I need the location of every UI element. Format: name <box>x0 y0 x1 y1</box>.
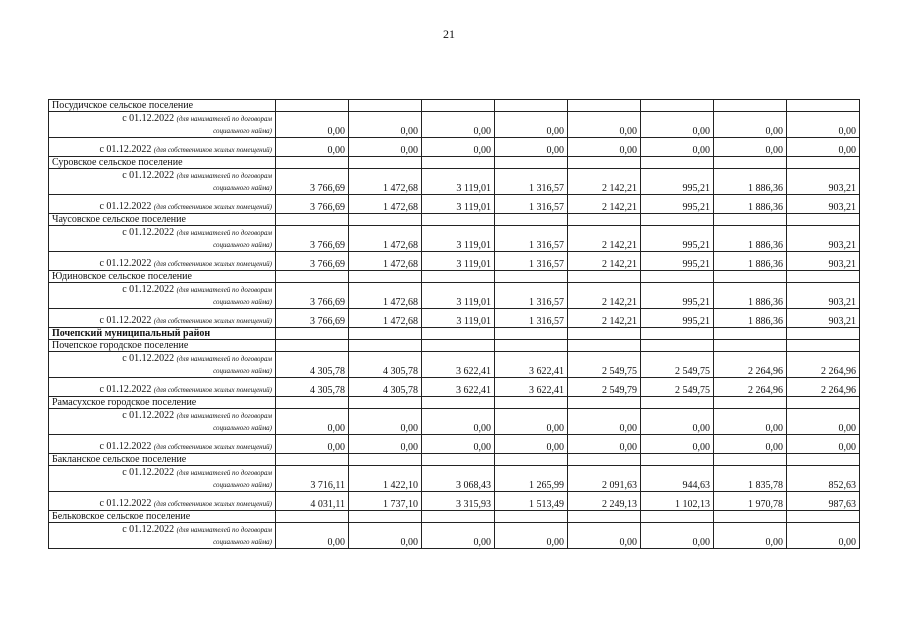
tariff-value: 2 142,21 <box>568 226 641 252</box>
settlement-name: Чаусовское сельское поселение <box>49 214 276 226</box>
empty-cell <box>276 454 349 466</box>
row-label <box>49 309 276 328</box>
tenants-note: (для нанимателей по договорам <box>176 115 272 123</box>
tariff-value: 1 472,68 <box>349 283 422 309</box>
tariff-table-body <box>49 100 860 549</box>
tariff-value: 995,21 <box>641 283 714 309</box>
tariff-value: 2 142,21 <box>568 283 641 309</box>
empty-cell <box>495 328 568 340</box>
date-label: с 01.12.2022 <box>122 113 175 124</box>
tenants-note-2: социального найма) <box>213 241 272 249</box>
tariff-value: 0,00 <box>641 138 714 157</box>
tariff-value: 3 766,69 <box>276 309 349 328</box>
tariff-value: 1 886,36 <box>714 195 787 214</box>
tenants-note-2: социального найма) <box>213 481 272 489</box>
tariff-value: 3 622,41 <box>495 378 568 397</box>
empty-cell <box>495 100 568 112</box>
settlement-row <box>49 100 860 112</box>
tariff-value: 0,00 <box>787 138 860 157</box>
tariff-value: 0,00 <box>714 138 787 157</box>
empty-cell <box>641 511 714 523</box>
settlement-row <box>49 397 860 409</box>
tariff-value: 3 766,69 <box>276 252 349 271</box>
tariff-row-owners <box>49 492 860 511</box>
empty-cell <box>641 454 714 466</box>
tariff-value: 0,00 <box>422 523 495 549</box>
row-label <box>49 195 276 214</box>
settlement-name: Бакланское сельское поселение <box>49 454 276 466</box>
tariff-value: 1 316,57 <box>495 283 568 309</box>
empty-cell <box>787 271 860 283</box>
tariff-value: 903,21 <box>787 252 860 271</box>
tariff-value: 1 886,36 <box>714 169 787 195</box>
tariff-value: 3 119,01 <box>422 195 495 214</box>
tariff-value: 3 119,01 <box>422 283 495 309</box>
empty-cell <box>714 100 787 112</box>
tariff-value: 0,00 <box>714 112 787 138</box>
date-label: с 01.12.2022 <box>122 227 175 238</box>
tariff-value: 0,00 <box>641 435 714 454</box>
tariff-value: 2 142,21 <box>568 169 641 195</box>
tariff-row-owners <box>49 309 860 328</box>
tariff-value: 0,00 <box>714 523 787 549</box>
empty-cell <box>422 157 495 169</box>
tariff-value: 3 766,69 <box>276 169 349 195</box>
tariff-value: 1 472,68 <box>349 169 422 195</box>
row-label <box>49 466 276 492</box>
tariff-value: 1 316,57 <box>495 309 568 328</box>
district-row <box>49 328 860 340</box>
tariff-value: 0,00 <box>495 409 568 435</box>
empty-cell <box>787 511 860 523</box>
tariff-value: 1 737,10 <box>349 492 422 511</box>
tariff-value: 1 422,10 <box>349 466 422 492</box>
tenants-note-2: социального найма) <box>213 538 272 546</box>
tariff-value: 0,00 <box>349 523 422 549</box>
settlement-name: Суровское сельское поселение <box>49 157 276 169</box>
tariff-value: 995,21 <box>641 226 714 252</box>
tariff-value: 4 031,11 <box>276 492 349 511</box>
empty-cell <box>276 214 349 226</box>
settlement-row <box>49 157 860 169</box>
tariff-value: 0,00 <box>787 112 860 138</box>
tenants-note: (для нанимателей по договорам <box>176 355 272 363</box>
empty-cell <box>495 157 568 169</box>
empty-cell <box>568 397 641 409</box>
empty-cell <box>422 511 495 523</box>
owners-note: (для собственников жилых помещений) <box>153 260 272 268</box>
empty-cell <box>787 157 860 169</box>
tariff-value: 995,21 <box>641 169 714 195</box>
tariff-table <box>48 99 860 549</box>
tenants-note: (для нанимателей по договорам <box>176 469 272 477</box>
tariff-value: 2 264,96 <box>787 378 860 397</box>
date-label: с 01.12.2022 <box>122 353 175 364</box>
tenants-note: (для нанимателей по договорам <box>176 229 272 237</box>
tariff-value: 0,00 <box>276 409 349 435</box>
owners-note: (для собственников жилых помещений) <box>153 443 272 451</box>
tariff-value: 0,00 <box>422 435 495 454</box>
tariff-value: 903,21 <box>787 195 860 214</box>
empty-cell <box>349 454 422 466</box>
tariff-value: 2 549,75 <box>568 352 641 378</box>
tariff-value: 3 119,01 <box>422 169 495 195</box>
tariff-value: 1 886,36 <box>714 226 787 252</box>
empty-cell <box>641 100 714 112</box>
tariff-value: 3 766,69 <box>276 283 349 309</box>
tariff-row-tenants <box>49 226 860 252</box>
tariff-row-owners <box>49 252 860 271</box>
tariff-value: 2 549,79 <box>568 378 641 397</box>
row-label <box>49 283 276 309</box>
row-label <box>49 169 276 195</box>
tariff-value: 2 549,75 <box>641 378 714 397</box>
owners-note: (для собственников жилых помещений) <box>153 317 272 325</box>
tenants-note-2: социального найма) <box>213 298 272 306</box>
tariff-value: 2 142,21 <box>568 252 641 271</box>
empty-cell <box>276 100 349 112</box>
empty-cell <box>714 271 787 283</box>
date-label: с 01.12.2022 <box>99 441 152 452</box>
empty-cell <box>422 340 495 352</box>
owners-note: (для собственников жилых помещений) <box>153 500 272 508</box>
date-label: с 01.12.2022 <box>99 384 152 395</box>
tariff-row-tenants <box>49 523 860 549</box>
tariff-value: 0,00 <box>276 112 349 138</box>
tariff-value: 0,00 <box>568 138 641 157</box>
settlement-name: Почепское городское поселение <box>49 340 276 352</box>
tariff-value: 1 886,36 <box>714 283 787 309</box>
tariff-value: 0,00 <box>495 435 568 454</box>
row-label <box>49 378 276 397</box>
tariff-row-tenants <box>49 466 860 492</box>
row-label <box>49 435 276 454</box>
tariff-value: 0,00 <box>349 138 422 157</box>
tariff-value: 0,00 <box>495 138 568 157</box>
tariff-value: 0,00 <box>276 138 349 157</box>
tariff-value: 3 068,43 <box>422 466 495 492</box>
tariff-value: 0,00 <box>349 435 422 454</box>
empty-cell <box>714 397 787 409</box>
tariff-row-tenants <box>49 352 860 378</box>
empty-cell <box>787 214 860 226</box>
empty-cell <box>349 214 422 226</box>
tariff-value: 1 316,57 <box>495 252 568 271</box>
tariff-value: 0,00 <box>422 409 495 435</box>
tariff-value: 903,21 <box>787 283 860 309</box>
tariff-value: 1 472,68 <box>349 309 422 328</box>
tariff-row-owners <box>49 138 860 157</box>
tariff-value: 0,00 <box>568 409 641 435</box>
row-label <box>49 138 276 157</box>
tariff-value: 0,00 <box>641 409 714 435</box>
empty-cell <box>495 397 568 409</box>
empty-cell <box>787 100 860 112</box>
tariff-value: 995,21 <box>641 195 714 214</box>
tariff-value: 3 119,01 <box>422 252 495 271</box>
row-label <box>49 492 276 511</box>
tariff-value: 0,00 <box>787 409 860 435</box>
date-label: с 01.12.2022 <box>122 467 175 478</box>
tariff-value: 1 102,13 <box>641 492 714 511</box>
tariff-value: 3 766,69 <box>276 195 349 214</box>
empty-cell <box>787 454 860 466</box>
tariff-value: 2 264,96 <box>714 352 787 378</box>
empty-cell <box>349 328 422 340</box>
tariff-value: 3 622,41 <box>422 352 495 378</box>
tenants-note-2: социального найма) <box>213 127 272 135</box>
tariff-value: 0,00 <box>568 112 641 138</box>
tariff-row-tenants <box>49 409 860 435</box>
row-label <box>49 226 276 252</box>
tariff-value: 995,21 <box>641 252 714 271</box>
tariff-value: 2 142,21 <box>568 195 641 214</box>
tariff-value: 1 835,78 <box>714 466 787 492</box>
empty-cell <box>568 157 641 169</box>
tariff-value: 0,00 <box>568 523 641 549</box>
tariff-value: 995,21 <box>641 309 714 328</box>
empty-cell <box>422 214 495 226</box>
tariff-row-tenants <box>49 169 860 195</box>
owners-note: (для собственников жилых помещений) <box>153 146 272 154</box>
empty-cell <box>714 454 787 466</box>
empty-cell <box>495 511 568 523</box>
tariff-value: 0,00 <box>641 523 714 549</box>
tariff-value: 0,00 <box>349 112 422 138</box>
tariff-value: 852,63 <box>787 466 860 492</box>
empty-cell <box>641 271 714 283</box>
tariff-value: 903,21 <box>787 226 860 252</box>
empty-cell <box>276 340 349 352</box>
settlement-name: Бельковское сельское поселение <box>49 511 276 523</box>
tariff-value: 1 472,68 <box>349 195 422 214</box>
empty-cell <box>787 397 860 409</box>
tariff-value: 0,00 <box>495 112 568 138</box>
empty-cell <box>422 271 495 283</box>
tariff-value: 1 316,57 <box>495 169 568 195</box>
settlement-row <box>49 271 860 283</box>
tariff-value: 0,00 <box>714 409 787 435</box>
date-label: с 01.12.2022 <box>122 170 175 181</box>
tariff-value: 0,00 <box>422 138 495 157</box>
date-label: с 01.12.2022 <box>122 284 175 295</box>
date-label: с 01.12.2022 <box>122 410 175 421</box>
tenants-note-2: социального найма) <box>213 367 272 375</box>
owners-note: (для собственников жилых помещений) <box>153 203 272 211</box>
settlement-row <box>49 454 860 466</box>
district-name: Почепский муниципальный район <box>49 328 276 340</box>
tariff-value: 0,00 <box>276 523 349 549</box>
date-label: с 01.12.2022 <box>122 524 175 535</box>
empty-cell <box>568 511 641 523</box>
row-label <box>49 252 276 271</box>
date-label: с 01.12.2022 <box>99 144 152 155</box>
tenants-note-2: социального найма) <box>213 424 272 432</box>
empty-cell <box>349 100 422 112</box>
empty-cell <box>641 157 714 169</box>
tariff-value: 1 472,68 <box>349 252 422 271</box>
tariff-value: 1 970,78 <box>714 492 787 511</box>
empty-cell <box>276 157 349 169</box>
tenants-note: (для нанимателей по договорам <box>176 526 272 534</box>
date-label: с 01.12.2022 <box>99 258 152 269</box>
empty-cell <box>422 454 495 466</box>
empty-cell <box>276 271 349 283</box>
tariff-value: 903,21 <box>787 309 860 328</box>
empty-cell <box>568 340 641 352</box>
tariff-value: 2 142,21 <box>568 309 641 328</box>
tariff-value: 4 305,78 <box>349 352 422 378</box>
tariff-value: 0,00 <box>641 112 714 138</box>
tariff-row-owners <box>49 435 860 454</box>
empty-cell <box>714 340 787 352</box>
tariff-row-tenants <box>49 283 860 309</box>
tariff-value: 0,00 <box>422 112 495 138</box>
settlement-name: Посудичское сельское поселение <box>49 100 276 112</box>
row-label <box>49 523 276 549</box>
tariff-value: 3 119,01 <box>422 309 495 328</box>
empty-cell <box>495 454 568 466</box>
tariff-value: 0,00 <box>276 435 349 454</box>
tariff-value: 3 315,93 <box>422 492 495 511</box>
date-label: с 01.12.2022 <box>99 498 152 509</box>
settlement-name: Рамасухское городское поселение <box>49 397 276 409</box>
empty-cell <box>422 397 495 409</box>
settlement-row <box>49 511 860 523</box>
empty-cell <box>495 340 568 352</box>
owners-note: (для собственников жилых помещений) <box>153 386 272 394</box>
tariff-row-tenants <box>49 112 860 138</box>
empty-cell <box>714 214 787 226</box>
row-label <box>49 112 276 138</box>
empty-cell <box>787 340 860 352</box>
tariff-row-owners <box>49 378 860 397</box>
empty-cell <box>568 100 641 112</box>
tariff-row-owners <box>49 195 860 214</box>
tariff-value: 1 886,36 <box>714 252 787 271</box>
empty-cell <box>641 340 714 352</box>
page-number: 21 <box>443 27 455 41</box>
empty-cell <box>568 328 641 340</box>
tariff-value: 1 265,99 <box>495 466 568 492</box>
tariff-value: 4 305,78 <box>276 352 349 378</box>
tariff-value: 2 249,13 <box>568 492 641 511</box>
tariff-value: 4 305,78 <box>349 378 422 397</box>
tariff-value: 987,63 <box>787 492 860 511</box>
empty-cell <box>495 271 568 283</box>
empty-cell <box>349 271 422 283</box>
empty-cell <box>714 328 787 340</box>
empty-cell <box>641 328 714 340</box>
tariff-value: 2 264,96 <box>787 352 860 378</box>
empty-cell <box>422 328 495 340</box>
empty-cell <box>714 157 787 169</box>
empty-cell <box>568 214 641 226</box>
empty-cell <box>276 328 349 340</box>
tariff-value: 1 316,57 <box>495 195 568 214</box>
tenants-note: (для нанимателей по договорам <box>176 172 272 180</box>
empty-cell <box>349 511 422 523</box>
empty-cell <box>641 214 714 226</box>
tariff-value: 944,63 <box>641 466 714 492</box>
empty-cell <box>422 100 495 112</box>
tariff-value: 0,00 <box>714 435 787 454</box>
tenants-note: (для нанимателей по договорам <box>176 286 272 294</box>
tariff-value: 1 472,68 <box>349 226 422 252</box>
empty-cell <box>495 214 568 226</box>
empty-cell <box>568 271 641 283</box>
empty-cell <box>787 328 860 340</box>
tariff-value: 3 119,01 <box>422 226 495 252</box>
empty-cell <box>276 397 349 409</box>
tariff-value: 2 091,63 <box>568 466 641 492</box>
tariff-value: 4 305,78 <box>276 378 349 397</box>
empty-cell <box>349 397 422 409</box>
empty-cell <box>349 340 422 352</box>
empty-cell <box>349 157 422 169</box>
tenants-note: (для нанимателей по договорам <box>176 412 272 420</box>
row-label <box>49 409 276 435</box>
empty-cell <box>276 511 349 523</box>
settlement-name: Юдиновское сельское поселение <box>49 271 276 283</box>
date-label: с 01.12.2022 <box>99 315 152 326</box>
tariff-value: 2 549,75 <box>641 352 714 378</box>
row-label <box>49 352 276 378</box>
tariff-value: 3 716,11 <box>276 466 349 492</box>
tariff-value: 903,21 <box>787 169 860 195</box>
empty-cell <box>641 397 714 409</box>
settlement-row <box>49 214 860 226</box>
date-label: с 01.12.2022 <box>99 201 152 212</box>
tariff-value: 1 513,49 <box>495 492 568 511</box>
tariff-value: 0,00 <box>568 435 641 454</box>
empty-cell <box>568 454 641 466</box>
tariff-value: 0,00 <box>495 523 568 549</box>
tenants-note-2: социального найма) <box>213 184 272 192</box>
tariff-value: 0,00 <box>787 435 860 454</box>
tariff-value: 2 264,96 <box>714 378 787 397</box>
tariff-value: 3 766,69 <box>276 226 349 252</box>
settlement-row <box>49 340 860 352</box>
tariff-value: 0,00 <box>349 409 422 435</box>
tariff-value: 3 622,41 <box>495 352 568 378</box>
tariff-value: 3 622,41 <box>422 378 495 397</box>
tariff-value: 1 886,36 <box>714 309 787 328</box>
empty-cell <box>714 511 787 523</box>
tariff-value: 0,00 <box>787 523 860 549</box>
tariff-value: 1 316,57 <box>495 226 568 252</box>
